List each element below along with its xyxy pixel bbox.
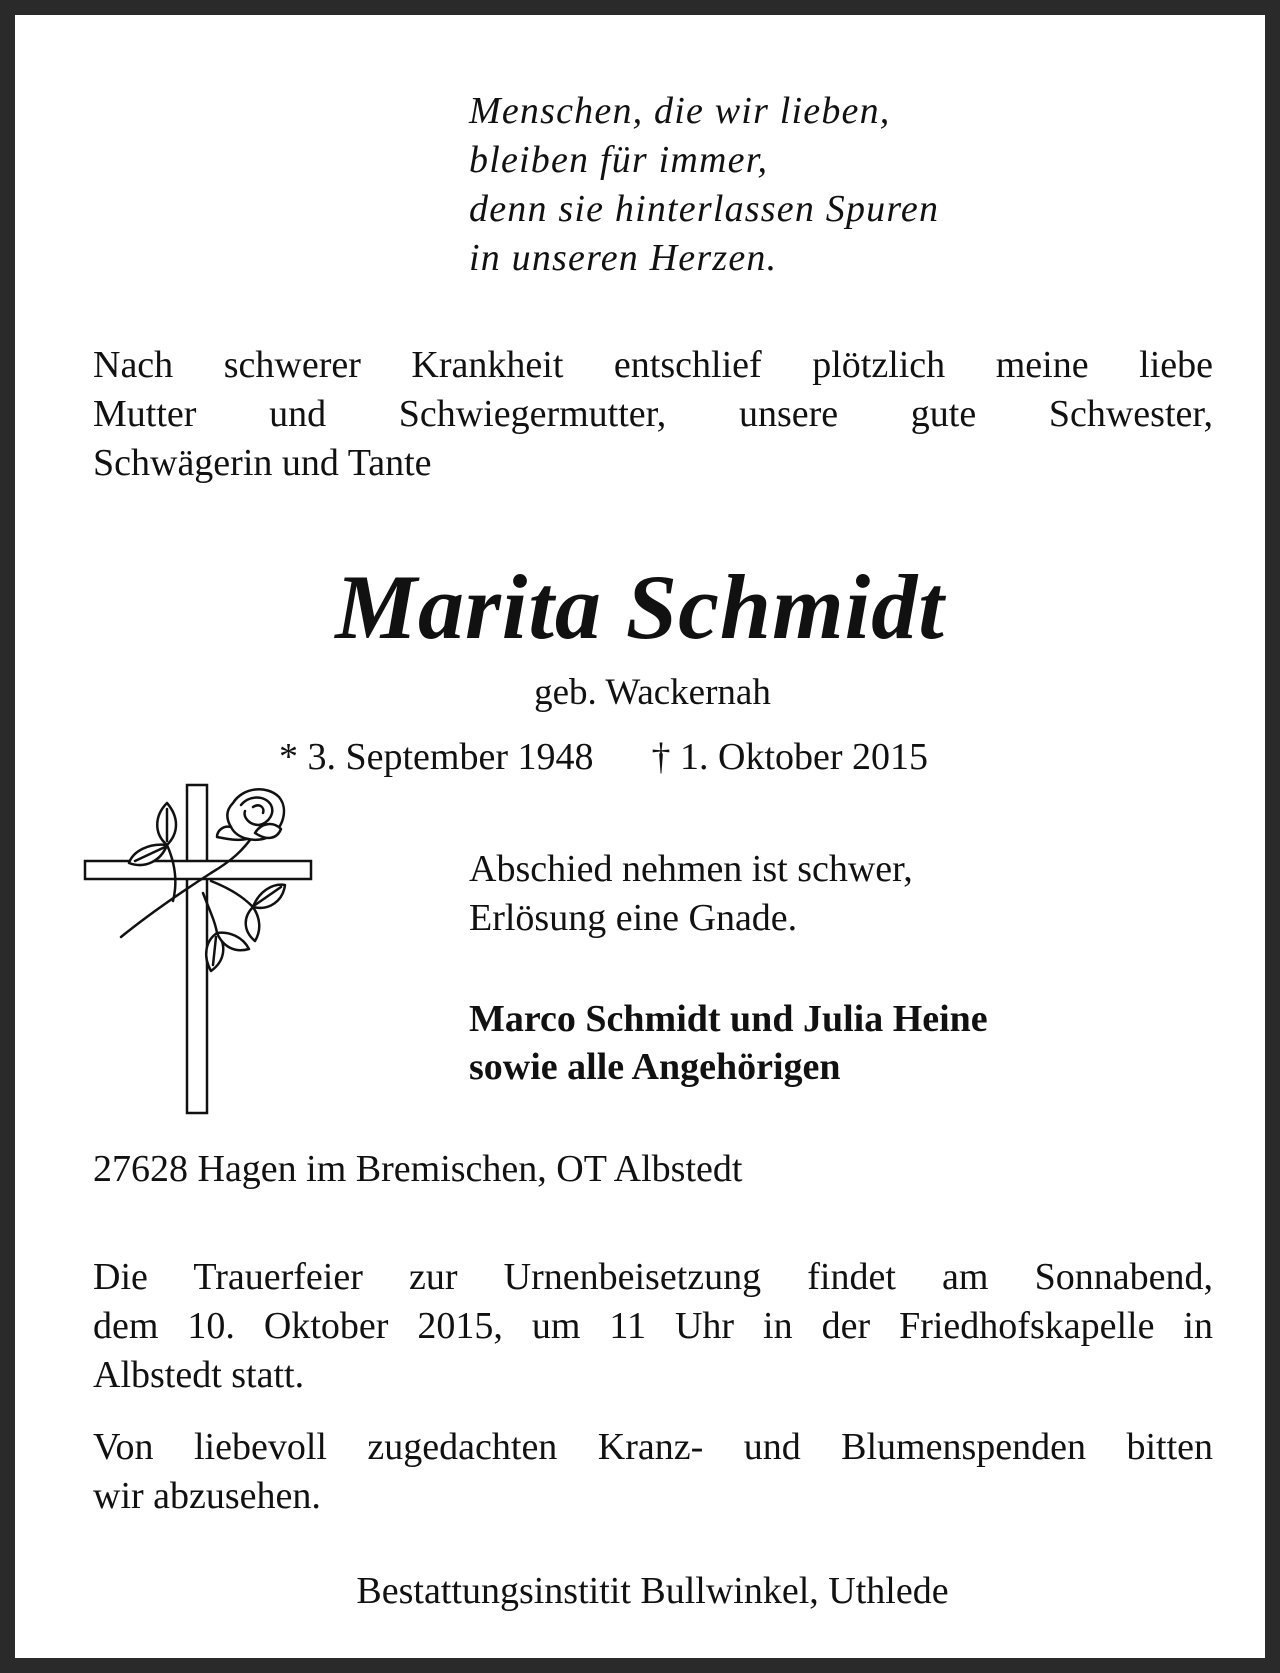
intro-line: Nach schwerer Krankheit entschlief plötzlich meine liebe xyxy=(93,344,1213,386)
mourners xyxy=(469,995,988,1091)
born-name: geb. Wackernah xyxy=(534,672,771,713)
flowers-line: wir abzusehen. xyxy=(93,1475,321,1517)
funeral-home: Bestattungsinstitit Bullwinkel, Uthlede xyxy=(356,1570,949,1612)
poem-line: in unseren Herzen. xyxy=(469,237,778,279)
cross-with-rose-icon xyxy=(83,781,315,1117)
farewell-line: Erlösung eine Gnade. xyxy=(469,897,798,939)
intro-line: Mutter und Schwiegermutter, unsere gute Schwester, xyxy=(93,393,1213,435)
service-line: dem 10. Oktober 2015, um 11 Uhr in der Friedhofskapelle in xyxy=(93,1305,1213,1347)
birth-date: * 3. September 1948 xyxy=(279,736,594,778)
memorial-poem xyxy=(469,87,939,283)
mourners-line: sowie alle Angehörigen xyxy=(469,1046,841,1088)
address: 27628 Hagen im Bremischen, OT Albstedt xyxy=(93,1148,743,1190)
life-dates xyxy=(279,733,928,781)
poem-line: bleiben für immer, xyxy=(469,139,769,181)
service-paragraph xyxy=(93,1253,1213,1400)
service-line: Albstedt statt. xyxy=(93,1354,305,1396)
farewell-line: Abschied nehmen ist schwer, xyxy=(469,848,913,890)
poem-line: denn sie hinterlassen Spuren xyxy=(469,188,940,230)
poem-line: Menschen, die wir lieben, xyxy=(469,90,891,132)
farewell-quote xyxy=(469,845,913,943)
flowers-paragraph xyxy=(93,1423,1213,1521)
death-date: † 1. Oktober 2015 xyxy=(651,736,929,778)
intro-paragraph xyxy=(93,341,1213,488)
service-line: Die Trauerfeier zur Urnenbeisetzung findet am Sonnabend, xyxy=(93,1256,1213,1298)
mourners-line: Marco Schmidt und Julia Heine xyxy=(469,998,988,1040)
flowers-line: Von liebevoll zugedachten Kranz- und Blumenspenden bitten xyxy=(93,1426,1213,1468)
intro-line: Schwägerin und Tante xyxy=(93,442,432,484)
deceased-name: Marita Schmidt xyxy=(335,556,945,658)
